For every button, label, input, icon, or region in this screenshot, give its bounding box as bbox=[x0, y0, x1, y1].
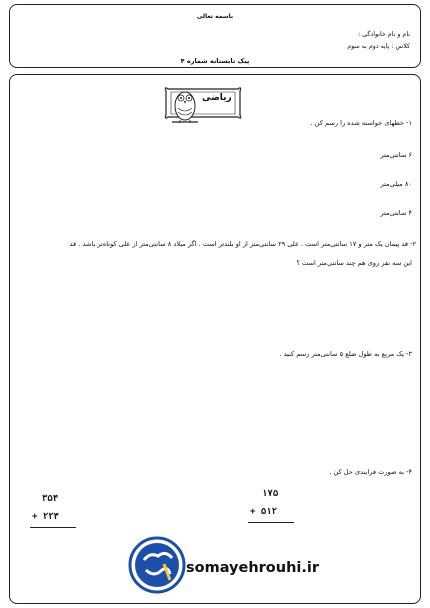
brand-logo-icon bbox=[128, 536, 186, 594]
class-field: کلاس : پایه دوم به سوم bbox=[347, 43, 410, 50]
question-3: ۳- یک مربع به طول ضلع ۵ سانتی‌متر رسم کنید . bbox=[279, 350, 412, 358]
addition-right-bottom: + ۵۱۲ bbox=[250, 507, 278, 517]
document-title: باسمه تعالی bbox=[196, 13, 234, 20]
pack-title: پیک تابستانه شماره ۴ bbox=[180, 57, 250, 65]
addition-right-top: ۱۷۵ bbox=[262, 489, 279, 499]
owl-icon bbox=[168, 80, 202, 126]
question-1-item: ۶ سانتی‌متر bbox=[380, 151, 412, 159]
question-1-item: ۸۰ میلی‌متر bbox=[380, 180, 412, 188]
question-2: ۲- قد پیمان یک متر و ۱۷ سانتی‌متر است . علی ۲۹ سانتی‌متر از او بلندتر است . اگر میلاد ۸ سانتی‌متر از علی کوتاه‌تر باشد . قد bbox=[69, 240, 416, 248]
question-4: ۴- به صورت فرایندی حل کن . bbox=[329, 468, 412, 476]
answer-line bbox=[30, 527, 76, 528]
addition-left-top: ۳۵۴ bbox=[42, 494, 59, 504]
answer-line bbox=[248, 522, 294, 523]
addition-left-bottom: + ۲۲۴ bbox=[32, 512, 60, 522]
header-box bbox=[9, 4, 421, 68]
brand-website[interactable]: somayehrouhi.ir bbox=[186, 560, 320, 576]
question-1: ۱- خطهای خواسته شده را رسم کن . bbox=[310, 119, 412, 127]
subject-title: ریاضی bbox=[202, 93, 232, 103]
question-2-continued: این سه نفر روی هم چند سانتی‌متر است ؟ bbox=[296, 259, 412, 267]
question-1-item: ۴ سانتی‌متر bbox=[380, 209, 412, 217]
student-name-field: نام و نام خانوادگی : bbox=[358, 31, 410, 38]
worksheet-body bbox=[9, 74, 421, 604]
